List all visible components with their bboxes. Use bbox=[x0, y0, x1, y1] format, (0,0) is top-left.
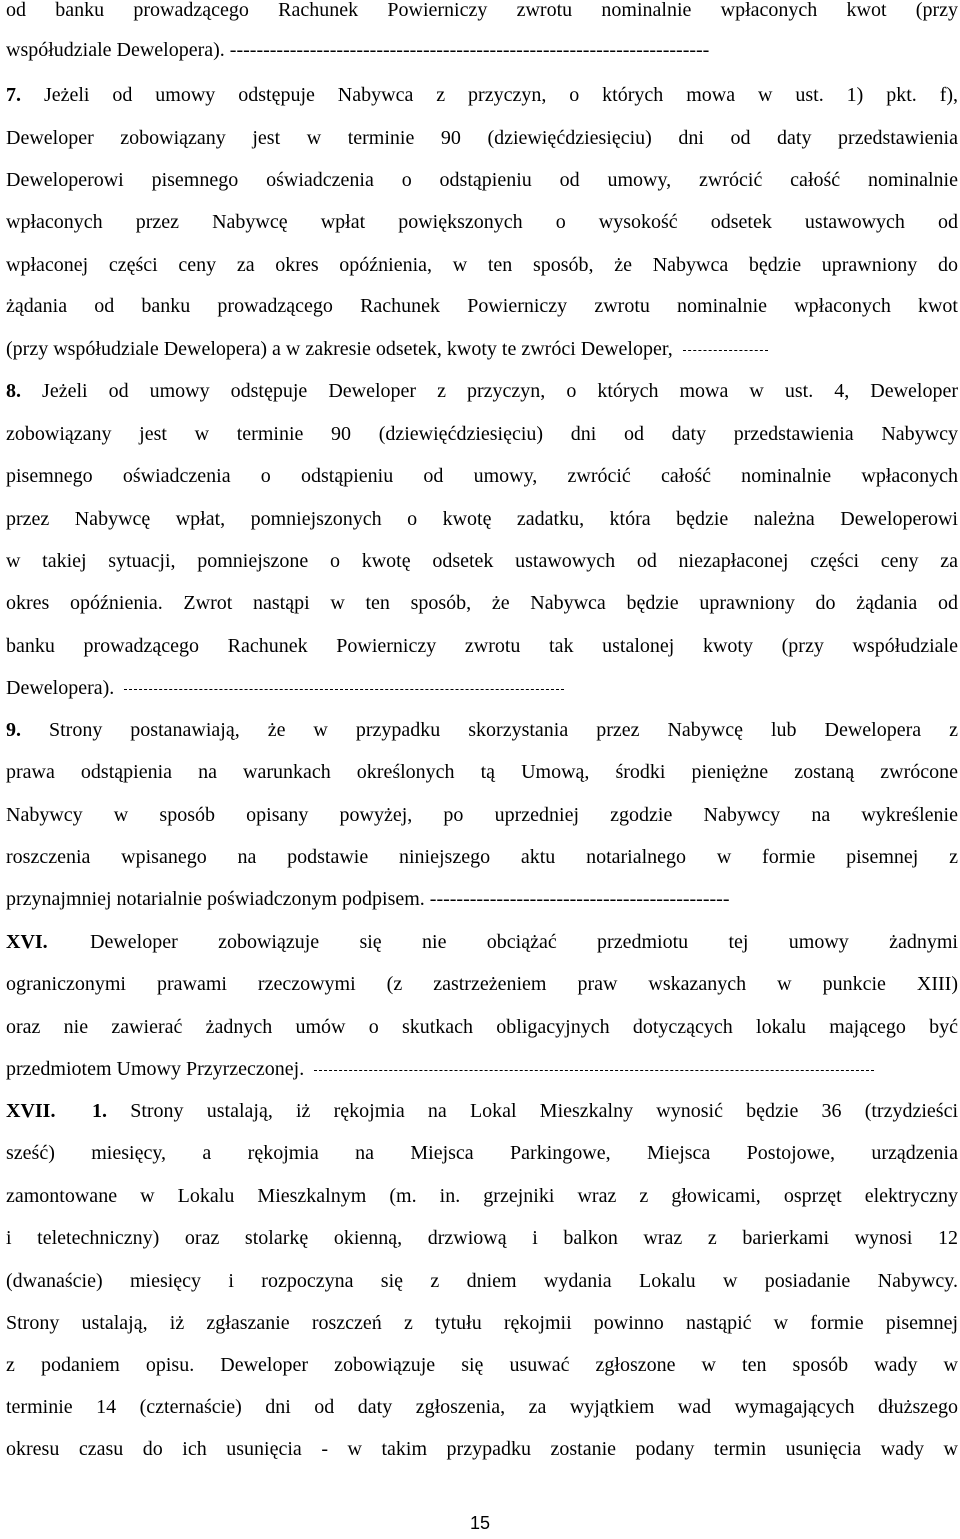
text-line: terminie 14 (czternaście) dni od daty zgłoszenia, za wyjątkiem wad wymagających dłuższego bbox=[6, 1396, 958, 1418]
text-line: od banku prowadzącego Rachunek Powierniczy zwrotu nominalnie wpłaconych kwot (przy bbox=[6, 0, 958, 21]
dash-filler bbox=[124, 689, 564, 690]
text-line: współudziale Dewelopera). ------------------------------------------------------------------------ bbox=[6, 39, 710, 61]
paragraph-number: 9. bbox=[6, 719, 21, 741]
text-line: z podaniem opisu. Deweloper zobowiązuje się usuwać zgłoszone w ten sposób wady w bbox=[6, 1354, 958, 1376]
text-line: wpłaconych przez Nabywcę wpłat powiększonych o wysokość odsetek ustawowych od bbox=[6, 211, 958, 233]
text-line: Strony ustalają, iż zgłaszanie roszczeń z tytułu rękojmii powinno nastąpić w formie pisemnej bbox=[6, 1312, 958, 1334]
text-line: ograniczonymi prawami rzeczowymi (z zastrzeżeniem praw wskazanych w punkcie XIII) bbox=[6, 973, 958, 995]
text-line: zobowiązany jest w terminie 90 (dziewięćdziesięciu) dni od daty przedstawienia Nabywcy bbox=[6, 423, 958, 445]
text-line: żądania od banku prowadzącego Rachunek Powierniczy zwrotu nominalnie wpłaconych kwot bbox=[6, 295, 958, 317]
text-line: Nabywcy w sposób opisany powyżej, po uprzedniej zgodzie Nabywcy na wykreślenie bbox=[6, 804, 958, 826]
text-line: banku prowadzącego Rachunek Powierniczy zwrotu tak ustalonej kwoty (przy współudziale bbox=[6, 635, 958, 657]
text-line: roszczenia wpisanego na podstawie niniejszego aktu notarialnego w formie pisemnej z bbox=[6, 846, 958, 868]
text-line: wpłaconej części ceny za okres opóźnienia, w ten sposób, że Nabywca będzie uprawniony do bbox=[6, 254, 958, 276]
text-line: (przy współudziale Dewelopera) a w zakresie odsetek, kwoty te zwróci Deweloper, bbox=[6, 335, 958, 363]
text-line: oraz nie zawierać żadnych umów o skutkach obligacyjnych dotyczących lokalu mającego być bbox=[6, 1016, 958, 1038]
text-line: (dwanaście) miesięcy i rozpoczyna się z dniem wydania Lokalu w posiadanie Nabywcy. bbox=[6, 1270, 958, 1292]
section-xvi-first-line: XVI. Deweloper zobowiązuje się nie obciążać przedmiotu tej umowy żadnymi bbox=[6, 928, 958, 956]
dash-filler bbox=[314, 1070, 874, 1071]
section-xvii-first-line: XVII. 1. Strony ustalają, iż rękojmia na Lokal Mieszkalny wynosić będzie 36 (trzydzieści bbox=[6, 1097, 958, 1125]
paragraph-7-first-line: 7. Jeżeli od umowy odstępuje Nabywca z przyczyn, o których mowa w ust. 1) pkt. f), bbox=[6, 84, 958, 106]
text-line: Deweloperowi pisemnego oświadczenia o odstąpieniu od umowy, zwrócić całość nominalnie bbox=[6, 169, 958, 191]
text-line: pisemnego oświadczenia o odstąpieniu od umowy, zwrócić całość nominalnie wpłaconych bbox=[6, 465, 958, 487]
text-line: i teletechniczny) oraz stolarkę okienną, drzwiową i balkon wraz z barierkami wynosi 12 bbox=[6, 1227, 958, 1249]
text-line: Dewelopera). bbox=[6, 674, 958, 702]
section-number: XVI. bbox=[6, 931, 48, 953]
text-line: przez Nabywcę wpłat, pomniejszonych o kwotę zadatku, która będzie należna Deweloperowi bbox=[6, 508, 958, 530]
paragraph-8-first-line: 8. Jeżeli od umowy odstępuje Deweloper z przyczyn, o których mowa w ust. 4, Deweloper bbox=[6, 380, 958, 402]
text-line: sześć) miesięcy, a rękojmia na Miejsca Parkingowe, Miejsca Postojowe, urządzenia bbox=[6, 1142, 958, 1164]
text-line: w takiej sytuacji, pomniejszone o kwotę odsetek ustawowych od niezapłaconej części ceny za bbox=[6, 550, 958, 572]
text-line: okres opóźnienia. Zwrot nastąpi w ten sposób, że Nabywca będzie uprawniony do żądania od bbox=[6, 592, 958, 614]
text-line: okresu czasu do ich usunięcia - w takim przypadku zostanie podany termin usunięcia wady w bbox=[6, 1438, 958, 1460]
text-line: prawa odstąpienia na warunkach określonych tą Umową, środki pieniężne zostaną zwrócone bbox=[6, 761, 958, 783]
text-line: przynajmniej notarialnie poświadczonym podpisem. --------------------------------------------- bbox=[6, 888, 730, 910]
dash-filler bbox=[683, 350, 768, 351]
paragraph-number: 8. bbox=[6, 380, 21, 402]
paragraph-number: 7. bbox=[6, 84, 21, 106]
text-line: przedmiotem Umowy Przyrzeczonej. bbox=[6, 1055, 958, 1083]
subsection-number: 1. bbox=[92, 1100, 107, 1122]
text-line: Deweloper zobowiązany jest w terminie 90 (dziewięćdziesięciu) dni od daty przedstawienia bbox=[6, 127, 958, 149]
section-number: XVII. bbox=[6, 1100, 56, 1122]
text-line: zamontowane w Lokalu Mieszkalnym (m. in. grzejniki wraz z głowicami, osprzęt elektryczny bbox=[6, 1185, 958, 1207]
paragraph-9-first-line: 9. Strony postanawiają, że w przypadku skorzystania przez Nabywcę lub Dewelopera z bbox=[6, 719, 958, 741]
page-number: 15 bbox=[469, 1513, 491, 1533]
